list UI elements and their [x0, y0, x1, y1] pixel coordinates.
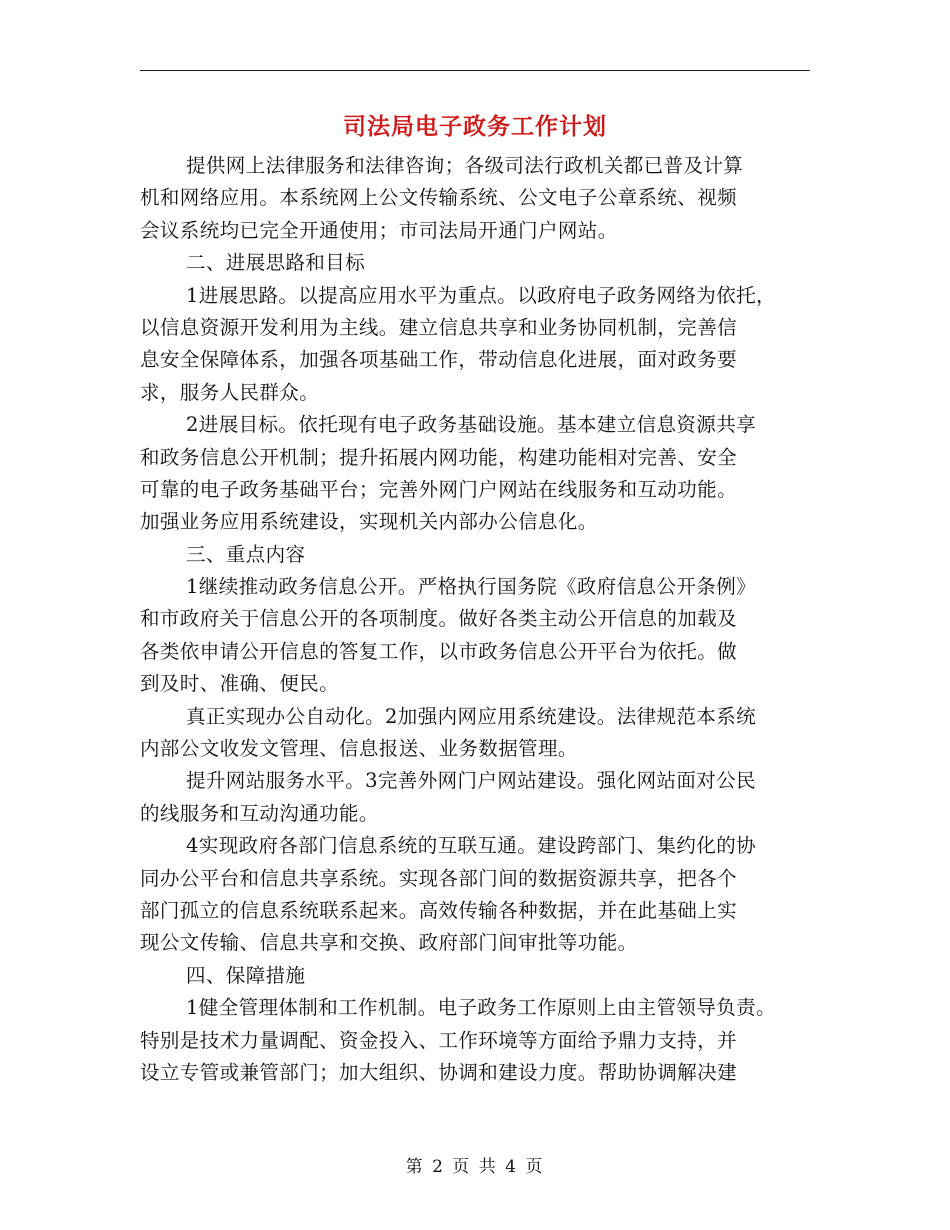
- text-line: 和市政府关于信息公开的各项制度。做好各类主动公开信息的加载及: [140, 607, 738, 631]
- text-line: 以信息资源开发利用为主线。建立信息共享和业务协同机制，完善信: [140, 315, 738, 339]
- text-line: 1继续推动政务信息公开。严格执行国务院《政府信息公开条例》: [186, 575, 757, 599]
- text-line: 到及时、准确、便民。: [140, 672, 340, 696]
- text-line: 现公文传输、信息共享和交换、政府部门间审批等功能。: [140, 931, 638, 955]
- text-line: 的线服务和互动沟通功能。: [140, 801, 379, 825]
- text-line: 加强业务应用系统建设，实现机关内部办公信息化。: [140, 510, 598, 534]
- page-footer: 第 2 页 共 4 页: [405, 1157, 545, 1177]
- text-line: 特别是技术力量调配、资金投入、工作环境等方面给予鼎力支持，并: [140, 1028, 738, 1052]
- text-line: 四、保障措施: [186, 963, 306, 987]
- text-line: 真正实现办公自动化。2加强内网应用系统建设。法律规范本系统: [186, 704, 757, 728]
- text-line: 2进展目标。依托现有电子政务基础设施。基本建立信息资源共享: [186, 413, 757, 437]
- text-line: 部门孤立的信息系统联系起来。高效传输各种数据，并在此基础上实: [140, 898, 738, 922]
- text-line: 4实现政府各部门信息系统的互联互通。建设跨部门、集约化的协: [186, 834, 757, 858]
- text-line: 可靠的电子政务基础平台；完善外网门户网站在线服务和互动功能。: [140, 477, 738, 501]
- text-line: 设立专管或兼管部门；加大组织、协调和建设力度。帮助协调解决建: [140, 1060, 738, 1084]
- text-line: 机和网络应用。本系统网上公文传输系统、公文电子公章系统、视频: [140, 186, 738, 210]
- text-line: 内部公文收发文管理、信息报送、业务数据管理。: [140, 737, 578, 761]
- text-line: 和政务信息公开机制；提升拓展内网功能，构建功能相对完善、安全: [140, 445, 738, 469]
- text-line: 会议系统均已完全开通使用；市司法局开通门户网站。: [140, 218, 618, 242]
- text-line: 提供网上法律服务和法律咨询；各级司法行政机关都已普及计算: [186, 154, 744, 177]
- header-rule: [140, 70, 810, 71]
- text-line: 1进展思路。以提高应用水平为重点。以政府电子政务网络为依托，: [186, 283, 776, 307]
- text-line: 求，服务人民群众。: [140, 380, 320, 404]
- text-line: 1健全管理体制和工作机制。电子政务工作原则上由主管领导负责。: [186, 996, 776, 1020]
- text-line: 二、进展思路和目标: [186, 251, 366, 275]
- document-title: 司法局电子政务工作计划: [343, 114, 607, 140]
- text-line: 三、重点内容: [186, 542, 306, 566]
- text-line: 各类依申请公开信息的答复工作，以市政务信息公开平台为依托。做: [140, 639, 738, 663]
- text-line: 同办公平台和信息共享系统。实现各部门间的数据资源共享，把各个: [140, 866, 738, 890]
- document-body: [140, 150, 830, 1089]
- text-line: 息安全保障体系，加强各项基础工作，带动信息化进展，面对政务要: [140, 348, 738, 372]
- text-line: 提升网站服务水平。3完善外网门户网站建设。强化网站面对公民: [186, 769, 757, 793]
